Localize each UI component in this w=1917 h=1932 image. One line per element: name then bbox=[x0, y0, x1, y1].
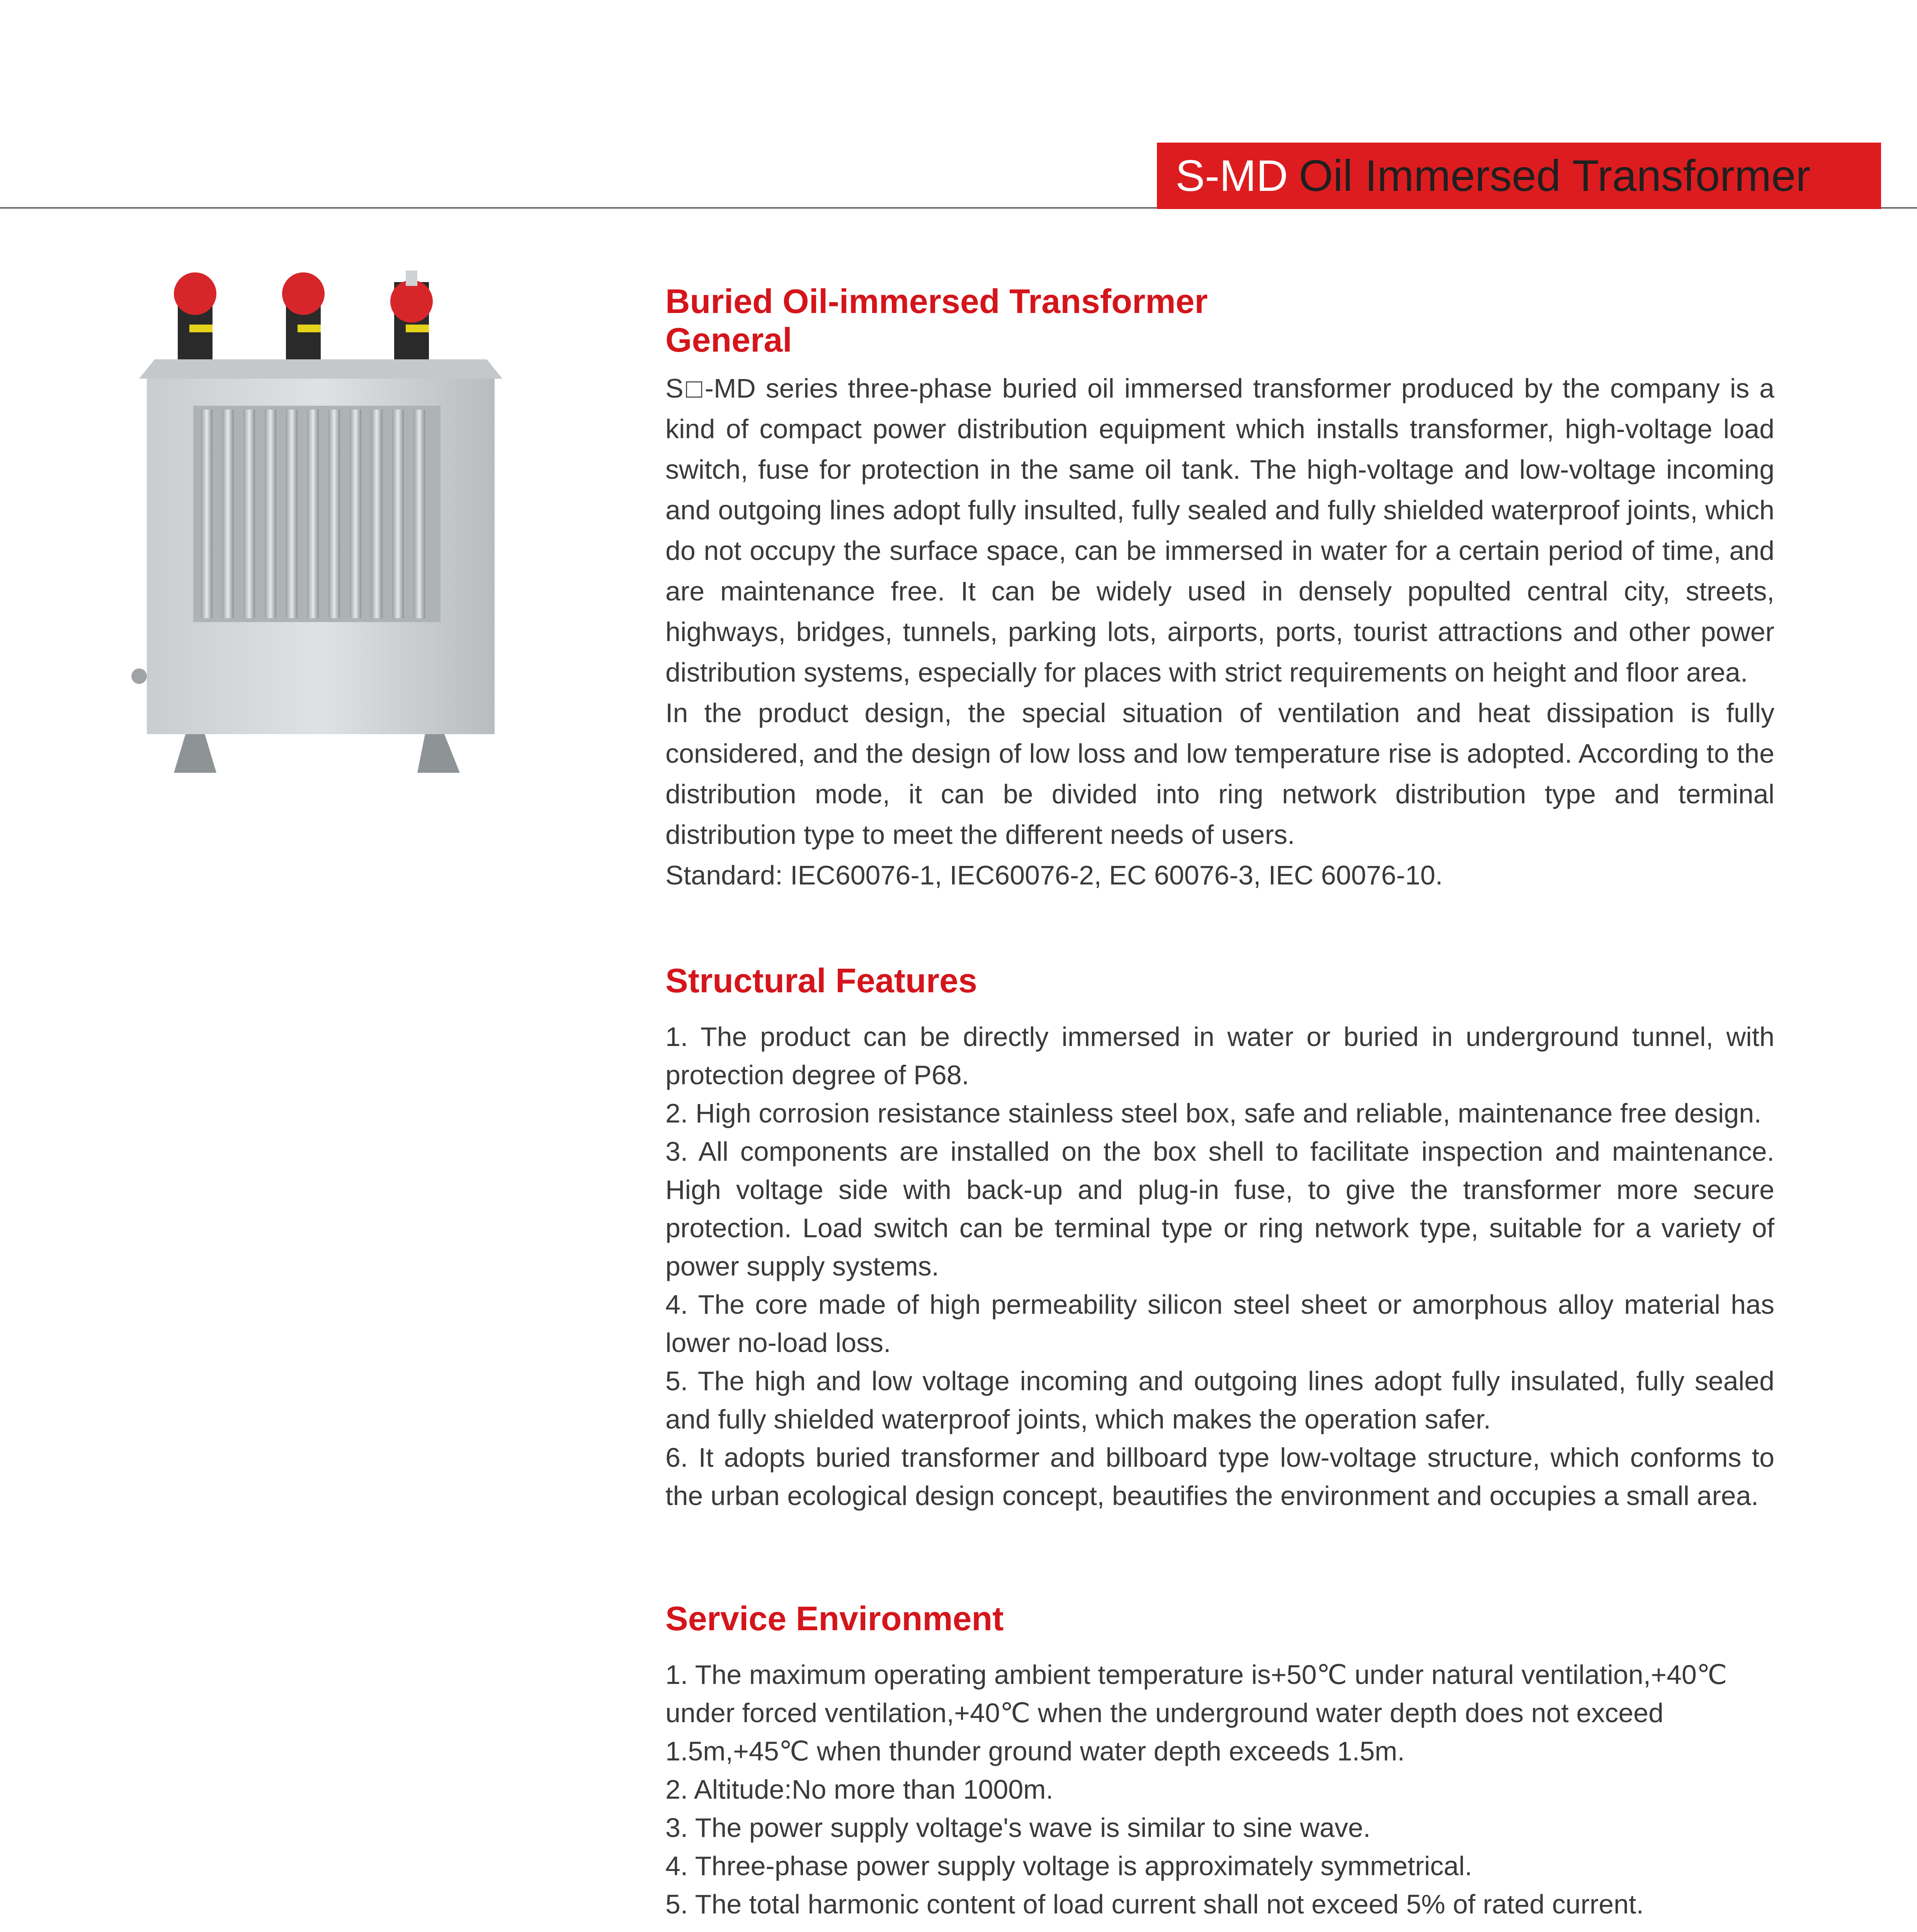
bushing-icon bbox=[174, 270, 433, 359]
header-title: Oil Immersed Transformer bbox=[1299, 151, 1811, 201]
list-item: 1. The maximum operating ambient temperature is+50℃ under natural ventilation,+40℃ under forced ventilation,+40℃ when the underground water depth does not exceed 1.5m,+45℃ when thunder ground water depth exceeds 1.5m. bbox=[665, 1660, 1727, 1766]
section-title-service: Service Environment bbox=[665, 1599, 1004, 1638]
oil-immersed-transformer-icon bbox=[124, 267, 518, 777]
list-item: 1. The product can be directly immersed in water or buried in underground tunnel, with protection degree of P68. bbox=[665, 1022, 1774, 1090]
section-title-general: General bbox=[665, 321, 792, 359]
section-title-main: Buried Oil-immersed Transformer bbox=[665, 282, 1208, 320]
list-item: 5. The high and low voltage incoming and outgoing lines adopt fully insulated, fully sealed and fully shielded waterproof joints, which makes the operation safer. bbox=[665, 1366, 1774, 1434]
list-item: 4. The core made of high permeability silicon steel sheet or amorphous alloy material has lower no-load loss. bbox=[665, 1289, 1774, 1358]
list-item: 5. The total harmonic content of load current shall not exceed 5% of rated current. bbox=[665, 1889, 1644, 1919]
general-paragraph: Standard: IEC60076-1, IEC60076-2, EC 60076-3, IEC 60076-10. bbox=[665, 860, 1443, 890]
transformer-drawing bbox=[124, 267, 518, 777]
list-item: 3. All components are installed on the box shell to facilitate inspection and maintenance. High voltage side with back-up and plug-in fuse, to give the transformer more secure protection. Load switch can be terminal type or ring network type, suitable for a variety of power supply systems. bbox=[665, 1136, 1774, 1281]
general-paragraph: S□-MD series three-phase buried oil immersed transformer produced by the company is a kind of compact power distribution equipment which installs transformer, high-voltage load switch, fuse for protection in the same oil tank. The high-voltage and low-voltage incoming and outgoing lines adopt fully insulted, fully sealed and fully shielded waterproof joints, which do not occupy the surface space, can be immersed in water for a certain period of time, and are maintenance free. It can be widely used in densely populted central city, streets, highways, bridges, tunnels, parking lots, airports, ports, tourist attractions and other power distribution systems, especially for places with strict requirements on height and floor area. bbox=[665, 373, 1774, 687]
list-item: 2. Altitude:No more than 1000m. bbox=[665, 1774, 1053, 1804]
list-item: 4. Three-phase power supply voltage is approximately symmetrical. bbox=[665, 1851, 1472, 1881]
general-paragraph: In the product design, the special situation of ventilation and heat dissipation is fully considered, and the design of low loss and low temperature rise is adopted. According to the distribution mode, it can be divided into ring network distribution type and terminal distribution type to meet the different needs of users. bbox=[665, 698, 1774, 850]
list-item: 2. High corrosion resistance stainless steel box, safe and reliable, maintenance free design. bbox=[665, 1098, 1762, 1128]
header-title-prefix: S-MD bbox=[1175, 151, 1288, 201]
service-body bbox=[665, 1656, 1774, 1923]
list-item: 3. The power supply voltage's wave is similar to sine wave. bbox=[665, 1813, 1371, 1843]
general-body bbox=[665, 368, 1774, 896]
list-item: 6. It adopts buried transformer and billboard type low-voltage structure, which conforms to the urban ecological design concept, beautifies the environment and occupies a small area. bbox=[665, 1442, 1774, 1511]
header-banner bbox=[1157, 143, 1881, 209]
structural-body bbox=[665, 1018, 1774, 1515]
section-title-structural: Structural Features bbox=[665, 961, 977, 1000]
